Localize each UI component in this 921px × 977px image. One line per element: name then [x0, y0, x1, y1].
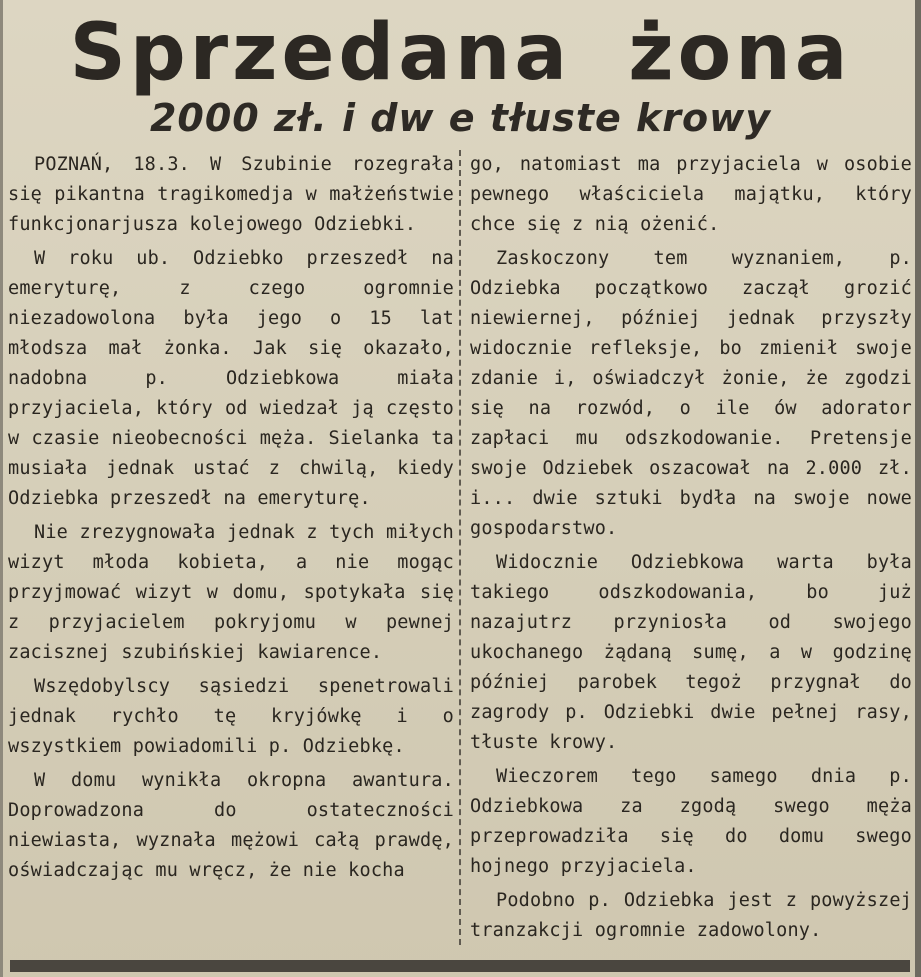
article-column-left	[8, 150, 454, 890]
paragraph: Nie zrezygnowała jednak z tych miłych wizyt młoda kobieta, a nie mogąc przyjmować wizyt w domu, spotykała się z przyjacielem pokryjomu w pewnej zacisznej szubińskiej kawiarence.	[8, 522, 454, 663]
paragraph: Widocznie Odziebkowa warta była takiego odszkodowania, bo już nazajutrz przyniosła od swojego ukochanego żądaną sumę, a w godzinę później parobek tegoż przygnał do zagrody p. Odziebki dwie pełnej rasy, tłuste krowy.	[470, 552, 912, 753]
paragraph: Wszędobylscy sąsiedzi spenetrowali jednak rychło tę kryjówkę i o wszystkiem powiadomili p. Odziebkę.	[8, 676, 454, 757]
paragraph: POZNAŃ, 18.3. W Szubinie rozegrała się pikantna tragikomedja w małżeństwie funkcjonarjusza kolejowego Odziebki.	[8, 154, 454, 235]
paragraph: Zaskoczony tem wyznaniem, p. Odziebka początkowo zaczął grozić niewiernej, później jednak przyszły widocznie refleksje, bo zmienił swoje zdanie i, oświadczył żonie, że zgodzi się na rozwód, o ile ów adorator zapłaci mu odszkodowanie. Pretensje swoje Odziebek oszacował na 2.000 zł. i... dwie sztuki bydła na swoje nowe gospodarstwo.	[470, 248, 912, 539]
paragraph: go, natomiast ma przyjaciela w osobie pewnego właściciela majątku, który chce się z nią ożenić.	[470, 154, 912, 235]
paragraph: W domu wynikła okropna awantura. Doprowadzona do ostateczności niewiasta, wyznała mężowi całą prawdę, oświadczając mu wręcz, że nie kocha	[8, 770, 454, 881]
bottom-rule	[10, 960, 910, 972]
article-column-right	[470, 150, 912, 950]
paragraph: Podobno p. Odziebka jest z powyższej tranzakcji ogromnie zadowolony.	[470, 890, 912, 941]
scan-edge-left	[0, 0, 3, 977]
scan-edge-right	[915, 0, 921, 977]
paragraph: Wieczorem tego samego dnia p. Odziebkowa za zgodą swego męża przeprowadziła się do domu swego hojnego przyjaciela.	[470, 766, 912, 877]
paragraph: W roku ub. Odziebko przeszedł na emeryturę, z czego ogromnie niezadowolona była jego o 15 lat młodsza mał żonka. Jak się okazało, nadobna p. Odziebkowa miała przyjaciela, który od wiedzał ją często w czasie nieobecności męża. Sielanka ta musiała jednak ustać z chwilą, kiedy Odziebka przeszedł na emeryturę.	[8, 248, 454, 509]
subheadline: 2000 zł. i dw e tłuste krowy	[149, 96, 772, 140]
headline: Sprzedana żona	[69, 8, 852, 98]
column-divider	[459, 150, 461, 945]
